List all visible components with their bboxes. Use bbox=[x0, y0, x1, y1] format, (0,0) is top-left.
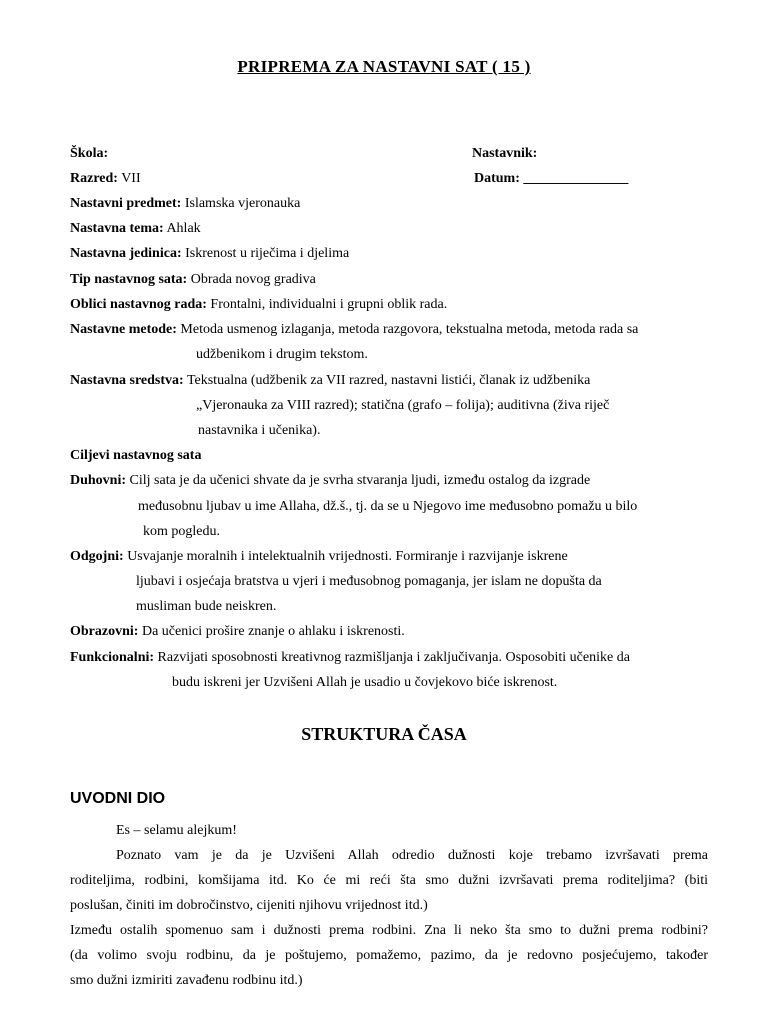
duhovni-row bbox=[70, 472, 590, 490]
funkcionalni-label: Funkcionalni: bbox=[70, 650, 155, 665]
sredstva-value-2: „Vjeronauka za VIII razred); statična (grafo – folija); auditivna (živa riječ bbox=[196, 398, 610, 413]
ciljevi-heading: Ciljevi nastavnog sata bbox=[70, 448, 202, 463]
obrazovni-label: Obrazovni: bbox=[70, 624, 139, 639]
odgojni-3: musliman bude neiskren. bbox=[136, 599, 277, 614]
jedinica-row bbox=[70, 245, 349, 263]
paragraph-3-line-3: smo dužni izmiriti zavađenu rodbinu itd.) bbox=[70, 973, 303, 988]
duhovni-3: kom pogledu. bbox=[143, 524, 220, 539]
odgojni-2: ljubavi i osjećaja bratstva u vjeri i međusobnog pomaganja, jer islam ne dopušta da bbox=[136, 574, 602, 589]
tema-value: Ahlak bbox=[163, 221, 201, 236]
sredstva-value-3: nastavnika i učenika). bbox=[198, 423, 321, 438]
paragraph-3-line-1: Između ostalih spomenuo sam i dužnosti prema rodbini. Zna li neko šta smo to dužni prema rodbini? bbox=[70, 923, 708, 938]
razred-value: VII bbox=[117, 171, 141, 186]
paragraph-2-line-1: Poznato vam je da je Uzvišeni Allah odredio dužnosti koje trebamo izvršavati prema bbox=[116, 848, 708, 863]
datum-label: Datum: _______________ bbox=[474, 171, 629, 186]
duhovni-2: međusobnu ljubav u ime Allaha, dž.š., tj. da se u Njegovo ime međusobno pomažu u bilo bbox=[138, 499, 638, 514]
odgojni-row bbox=[70, 548, 568, 566]
metode-row bbox=[70, 321, 638, 339]
skola-label: Škola: bbox=[70, 146, 109, 161]
funkcionalni-1: Razvijati sposobnosti kreativnog razmišljanja i zaključivanja. Osposobiti učenike da bbox=[154, 650, 630, 665]
odgojni-1: Usvajanje moralnih i intelektualnih vrijednosti. Formiranje i razvijanje iskrene bbox=[123, 549, 568, 564]
metode-label: Nastavne metode: bbox=[70, 322, 177, 337]
jedinica-label: Nastavna jedinica: bbox=[70, 246, 182, 261]
greeting-line: Es – selamu alejkum! bbox=[116, 823, 237, 838]
sredstva-label: Nastavna sredstva: bbox=[70, 373, 184, 388]
funkcionalni-2: budu iskreni jer Uzvišeni Allah je usadio u čovjekovo biće iskrenost. bbox=[172, 675, 558, 690]
tip-value: Obrada novog gradiva bbox=[187, 272, 316, 287]
struktura-heading: STRUKTURA ČASA bbox=[301, 724, 467, 744]
oblici-value: Frontalni, individualni i grupni oblik rada. bbox=[206, 297, 448, 312]
tema-row bbox=[70, 220, 201, 238]
duhovni-1: Cilj sata je da učenici shvate da je svrha stvaranja ljudi, između ostalog da izgrade bbox=[126, 473, 591, 488]
predmet-row bbox=[70, 195, 300, 213]
predmet-label: Nastavni predmet: bbox=[70, 196, 182, 211]
funkcionalni-row bbox=[70, 649, 630, 667]
razred-row bbox=[70, 170, 141, 188]
document-title: PRIPREMA ZA NASTAVNI SAT ( 15 ) bbox=[237, 57, 531, 76]
odgojni-label: Odgojni: bbox=[70, 549, 124, 564]
razred-label: Razred: bbox=[70, 171, 118, 186]
obrazovni-1: Da učenici prošire znanje o ahlaku i iskrenosti. bbox=[138, 624, 405, 639]
tema-label: Nastavna tema: bbox=[70, 221, 164, 236]
paragraph-2-line-2: roditeljima, rodbini, komšijama itd. Ko će mi reći šta smo dužni izvršavati prema roditeljima? (biti bbox=[70, 873, 708, 888]
sredstva-row bbox=[70, 372, 590, 390]
jedinica-value: Iskrenost u riječima i djelima bbox=[181, 246, 350, 261]
tip-row bbox=[70, 271, 316, 289]
tip-label: Tip nastavnog sata: bbox=[70, 272, 188, 287]
paragraph-3-line-2: (da volimo svoju rodbinu, da je poštujemo, pomažemo, pazimo, da je redovno posjećujemo, također bbox=[70, 948, 708, 963]
predmet-value: Islamska vjeronauka bbox=[181, 196, 301, 211]
uvodni-dio-heading: UVODNI DIO bbox=[70, 790, 166, 807]
duhovni-label: Duhovni: bbox=[70, 473, 127, 488]
sredstva-value-1: Tekstualna (udžbenik za VII razred, nastavni listići, članak iz udžbenika bbox=[183, 373, 591, 388]
metode-value-1: Metoda usmenog izlaganja, metoda razgovora, tekstualna metoda, metoda rada sa bbox=[176, 322, 639, 337]
paragraph-2-line-3: poslušan, činiti im dobročinstvo, cijeniti njihovu vrijednost itd.) bbox=[70, 898, 428, 913]
nastavnik-label: Nastavnik: bbox=[472, 146, 538, 161]
oblici-label: Oblici nastavnog rada: bbox=[70, 297, 207, 312]
obrazovni-row bbox=[70, 623, 405, 641]
metode-value-2: udžbenikom i drugim tekstom. bbox=[196, 347, 368, 362]
oblici-row bbox=[70, 296, 447, 314]
